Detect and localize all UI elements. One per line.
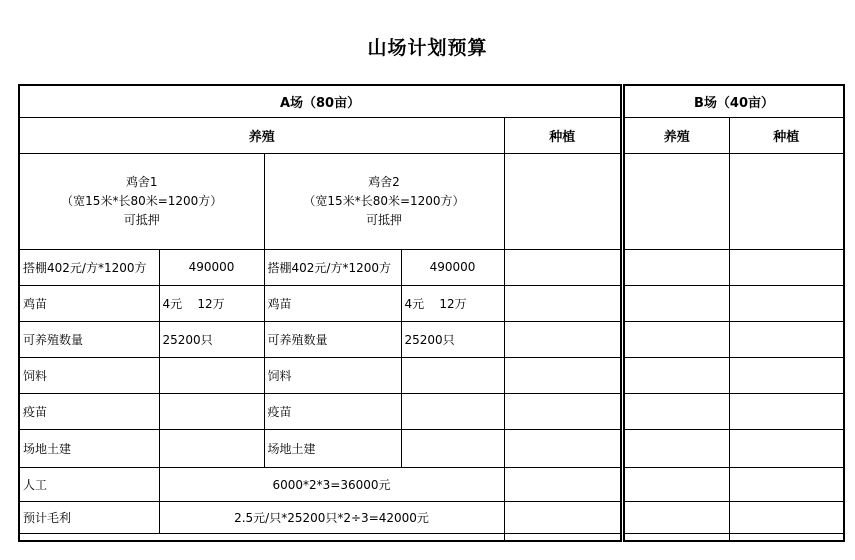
empty-cell <box>504 501 621 533</box>
chick-label-2: 鸡苗 <box>264 285 401 321</box>
farm-a-table <box>18 84 622 542</box>
shed-cost-value-1: 490000 <box>159 249 264 285</box>
coop2-name: 鸡舍2 <box>368 174 400 189</box>
table-row <box>624 249 844 285</box>
capacity-value-2: 25200只 <box>401 321 504 357</box>
farm-b-header: B场（40亩） <box>624 85 844 117</box>
empty-cell <box>401 357 504 393</box>
farm-b-planting-header: 种植 <box>729 117 844 153</box>
empty-cell <box>624 153 729 249</box>
table-row <box>624 533 844 541</box>
table-row <box>624 429 844 467</box>
labor-value: 6000*2*3=36000元 <box>159 467 504 501</box>
empty-cell <box>159 429 264 467</box>
empty-cell <box>624 285 729 321</box>
empty-cell <box>624 249 729 285</box>
profit-label: 预计毛利 <box>19 501 159 533</box>
table-row <box>624 153 844 249</box>
table-row <box>19 285 621 321</box>
farm-b-table <box>623 84 845 542</box>
table-row <box>19 501 621 533</box>
coop2-cell <box>264 153 504 249</box>
chick-label-1: 鸡苗 <box>19 285 159 321</box>
empty-cell <box>504 357 621 393</box>
coop1-cell <box>19 153 264 249</box>
coop1-note: 可抵押 <box>123 212 160 227</box>
page-title: 山场计划预算 <box>367 37 488 59</box>
empty-cell <box>729 393 844 429</box>
empty-cell <box>729 321 844 357</box>
vaccine-label-2: 疫苗 <box>264 393 401 429</box>
table-row <box>624 393 844 429</box>
coop1-name: 鸡舍1 <box>125 174 158 189</box>
empty-cell <box>504 285 621 321</box>
labor-label: 人工 <box>19 467 159 501</box>
vaccine-label-1: 疫苗 <box>19 393 159 429</box>
empty-cell <box>159 393 264 429</box>
empty-cell <box>19 533 504 541</box>
farm-a-planting-header: 种植 <box>504 117 621 153</box>
table-row <box>19 429 621 467</box>
empty-cell <box>504 249 621 285</box>
empty-cell <box>504 429 621 467</box>
table-row <box>19 393 621 429</box>
farm-a-breeding-header: 养殖 <box>19 117 504 153</box>
table-row <box>624 285 844 321</box>
empty-cell <box>504 533 621 541</box>
empty-cell <box>624 501 729 533</box>
chick-value-1: 4元 12万 <box>159 285 264 321</box>
empty-cell <box>624 429 729 467</box>
table-row <box>19 533 621 541</box>
coop2-spec: （宽15米*长80米=1200方） <box>303 193 465 208</box>
empty-cell <box>624 393 729 429</box>
empty-cell <box>729 153 844 249</box>
empty-cell <box>729 285 844 321</box>
empty-cell <box>504 393 621 429</box>
empty-cell <box>624 533 729 541</box>
table-row <box>624 467 844 501</box>
capacity-label-2: 可养殖数量 <box>264 321 401 357</box>
empty-cell <box>624 467 729 501</box>
capacity-label-1: 可养殖数量 <box>19 321 159 357</box>
farm-a-header: A场（80亩） <box>19 85 621 117</box>
table-row <box>624 321 844 357</box>
profit-value: 2.5元/只*25200只*2÷3=42000元 <box>159 501 504 533</box>
coop2-note: 可抵押 <box>365 212 402 227</box>
empty-cell <box>504 153 621 249</box>
table-row <box>624 501 844 533</box>
empty-cell <box>504 467 621 501</box>
chick-value-2: 4元 12万 <box>401 285 504 321</box>
feed-label-2: 饲料 <box>264 357 401 393</box>
feed-label-1: 饲料 <box>19 357 159 393</box>
shed-cost-value-2: 490000 <box>401 249 504 285</box>
table-row <box>624 357 844 393</box>
table-row <box>19 467 621 501</box>
capacity-value-1: 25200只 <box>159 321 264 357</box>
empty-cell <box>729 467 844 501</box>
construction-label-1: 场地土建 <box>19 429 159 467</box>
empty-cell <box>624 357 729 393</box>
coop1-spec: （宽15米*长80米=1200方） <box>61 193 223 208</box>
empty-cell <box>401 429 504 467</box>
empty-cell <box>159 357 264 393</box>
table-row <box>19 249 621 285</box>
empty-cell <box>729 501 844 533</box>
empty-cell <box>729 249 844 285</box>
farm-b-breeding-header: 养殖 <box>624 117 729 153</box>
table-row <box>19 321 621 357</box>
shed-cost-label-2: 搭棚402元/方*1200方 <box>264 249 401 285</box>
empty-cell <box>729 533 844 541</box>
empty-cell <box>624 321 729 357</box>
empty-cell <box>504 321 621 357</box>
shed-cost-label-1: 搭棚402元/方*1200方 <box>19 249 159 285</box>
construction-label-2: 场地土建 <box>264 429 401 467</box>
empty-cell <box>401 393 504 429</box>
empty-cell <box>729 429 844 467</box>
empty-cell <box>729 357 844 393</box>
table-row <box>19 357 621 393</box>
